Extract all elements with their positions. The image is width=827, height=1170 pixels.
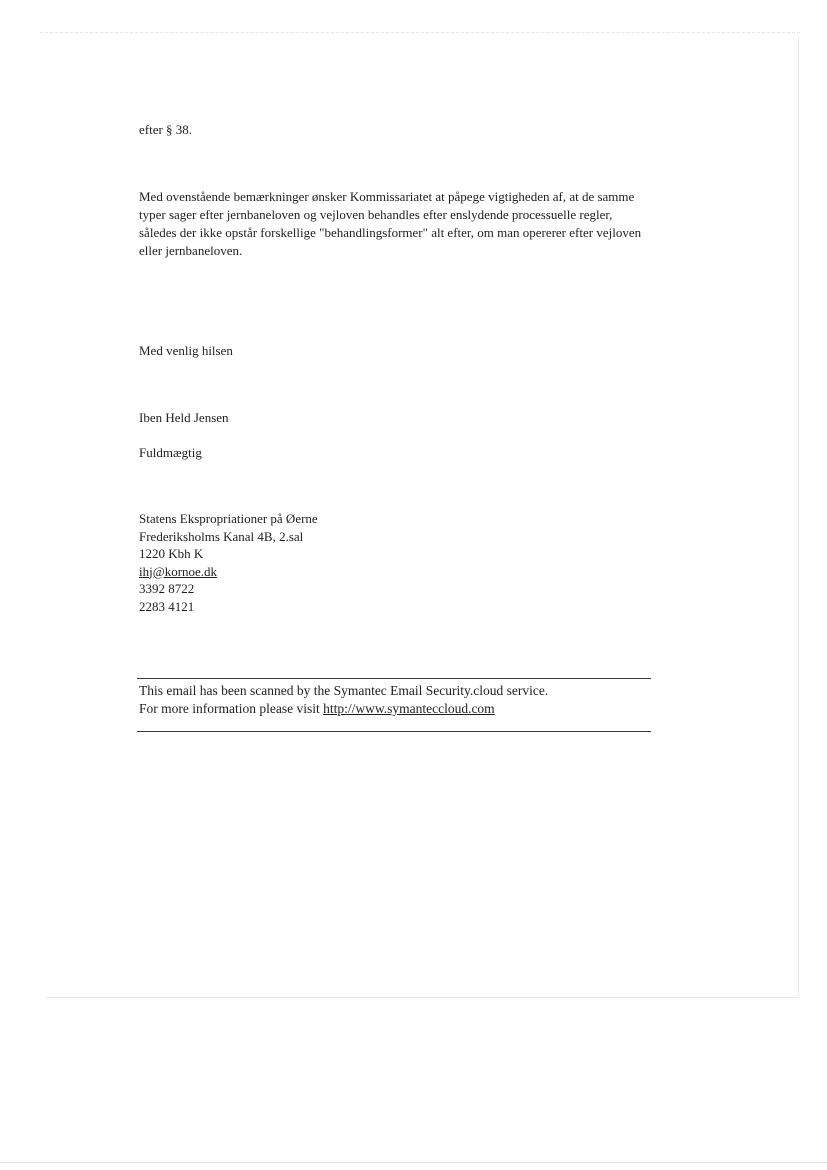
signer-title: Fuldmægtig (139, 445, 202, 460)
scan-notice-prefix: For more information please visit (139, 701, 324, 716)
email-link[interactable]: ihj@kornoe.dk (139, 563, 218, 579)
city-postal: 1220 Kbh K (139, 546, 204, 561)
paragraph-line: således der ikke opstår forskellige "behandlingsformer" alt efter, om man opererer efter vejloven (139, 225, 642, 240)
phone-number: 2283 4121 (139, 598, 195, 614)
symantec-link[interactable]: http://www.symanteccloud.com (323, 701, 495, 716)
organization-name: Statens Ekspropriationer på Øerne (139, 511, 318, 526)
street-address: Frederiksholms Kanal 4B, 2.sal (139, 528, 304, 544)
paragraph-line: eller jernbaneloven. (139, 243, 243, 258)
opening-fragment: efter § 38. (139, 122, 193, 137)
paragraph-line: Med ovenstående bemærkninger ønsker Kommissariatet at påpege vigtigheden af, at de samme (139, 189, 635, 204)
divider-bottom (137, 731, 651, 732)
address-block (139, 510, 318, 615)
scan-edge-bottom (0, 1162, 827, 1163)
closing-salutation: Med venlig hilsen (139, 343, 233, 358)
body-paragraph (139, 188, 719, 260)
scan-notice-line-2 (139, 700, 548, 718)
paragraph-line: typer sager efter jernbaneloven og vejloven behandles efter enslydende processuelle regler, (139, 207, 613, 222)
phone-number: 3392 8722 (139, 581, 195, 596)
signer-name: Iben Held Jensen (139, 410, 229, 425)
scan-notice-line: This email has been scanned by the Symantec Email Security.cloud service. (139, 683, 549, 698)
scan-notice (139, 682, 548, 718)
scan-edge-right (798, 36, 799, 996)
divider-top (137, 678, 651, 679)
scan-edge-lower (46, 997, 798, 998)
scan-edge-top (40, 32, 800, 33)
